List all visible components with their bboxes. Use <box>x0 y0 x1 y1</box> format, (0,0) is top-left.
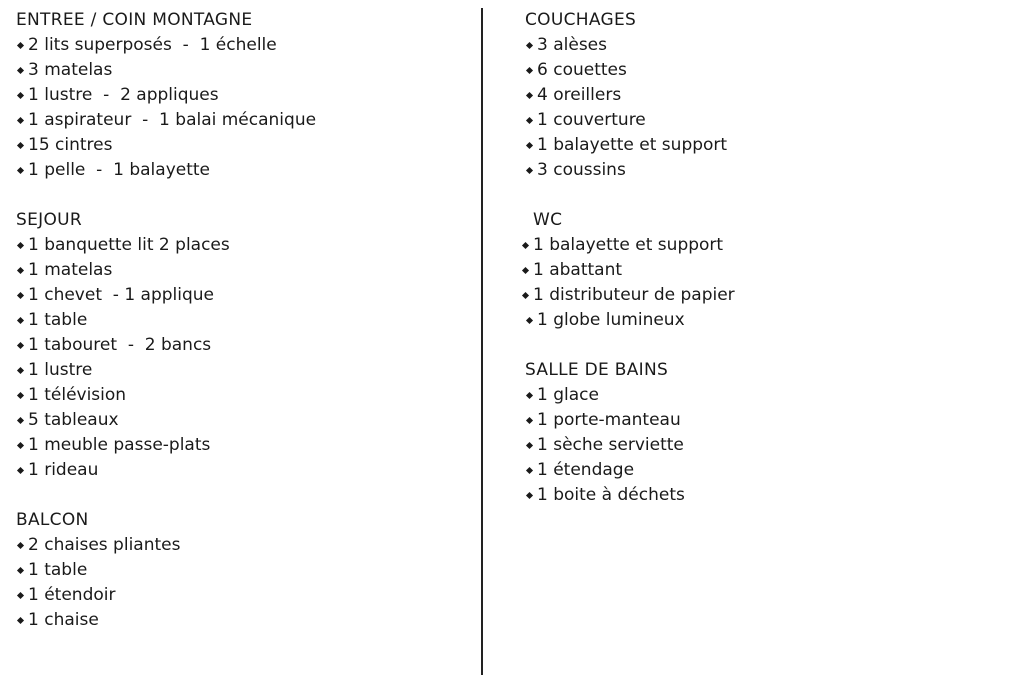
list-item <box>16 258 466 283</box>
list-item <box>521 283 1005 308</box>
diamond-bullet-icon <box>526 67 533 74</box>
list-item <box>16 433 466 458</box>
diamond-bullet-icon <box>522 242 529 249</box>
section-heading: SEJOUR <box>16 210 82 230</box>
item-text: 1 globe lumineux <box>537 310 685 330</box>
item-text: 1 rideau <box>28 460 99 480</box>
diamond-bullet-icon <box>17 442 24 449</box>
item-text: 3 matelas <box>28 60 113 80</box>
right-column <box>525 8 1005 533</box>
list-item <box>525 83 1005 108</box>
diamond-bullet-icon <box>17 542 24 549</box>
item-text: 1 balayette et support <box>533 235 724 255</box>
item-text: 1 lustre - 2 appliques <box>28 85 219 105</box>
section-entree <box>16 8 466 183</box>
left-column <box>16 8 466 658</box>
diamond-bullet-icon <box>526 467 533 474</box>
section-heading: COUCHAGES <box>525 10 637 30</box>
diamond-bullet-icon <box>17 567 24 574</box>
diamond-bullet-icon <box>526 417 533 424</box>
list-item <box>16 233 466 258</box>
diamond-bullet-icon <box>17 367 24 374</box>
item-text: 1 glace <box>537 385 599 405</box>
list-item <box>16 558 466 583</box>
diamond-bullet-icon <box>17 267 24 274</box>
section-heading: BALCON <box>16 510 89 530</box>
list-item <box>16 408 466 433</box>
column-divider <box>481 8 483 675</box>
list-item <box>16 158 466 183</box>
item-text: 5 tableaux <box>28 410 119 430</box>
item-text: 15 cintres <box>28 135 113 155</box>
section-couchages <box>525 8 1005 183</box>
diamond-bullet-icon <box>526 442 533 449</box>
list-item <box>16 283 466 308</box>
diamond-bullet-icon <box>17 392 24 399</box>
diamond-bullet-icon <box>17 117 24 124</box>
diamond-bullet-icon <box>526 42 533 49</box>
list-item <box>525 383 1005 408</box>
diamond-bullet-icon <box>17 617 24 624</box>
diamond-bullet-icon <box>17 292 24 299</box>
list-item <box>525 158 1005 183</box>
item-text: 3 alèses <box>537 35 607 55</box>
diamond-bullet-icon <box>522 267 529 274</box>
list-item <box>16 583 466 608</box>
list-item <box>525 58 1005 83</box>
item-text: 1 table <box>28 560 88 580</box>
item-text: 1 distributeur de papier <box>533 285 735 305</box>
item-text: 1 table <box>28 310 88 330</box>
diamond-bullet-icon <box>526 142 533 149</box>
item-text: 1 lustre <box>28 360 93 380</box>
diamond-bullet-icon <box>17 342 24 349</box>
section-balcon <box>16 508 466 633</box>
list-item <box>525 308 1005 333</box>
item-text: 1 meuble passe-plats <box>28 435 211 455</box>
section-heading: SALLE DE BAINS <box>525 360 669 380</box>
section-salle-de-bains <box>525 358 1005 508</box>
diamond-bullet-icon <box>17 92 24 99</box>
diamond-bullet-icon <box>526 392 533 399</box>
item-text: 1 étendoir <box>28 585 116 605</box>
diamond-bullet-icon <box>526 317 533 324</box>
list-item <box>16 33 466 58</box>
section-heading: WC <box>533 210 563 230</box>
list-item <box>525 108 1005 133</box>
section-heading: ENTREE / COIN MONTAGNE <box>16 10 253 30</box>
list-item <box>525 408 1005 433</box>
item-text: 1 tabouret - 2 bancs <box>28 335 212 355</box>
list-item <box>525 33 1005 58</box>
diamond-bullet-icon <box>17 317 24 324</box>
item-text: 1 porte-manteau <box>537 410 681 430</box>
item-text: 1 abattant <box>533 260 623 280</box>
item-text: 1 sèche serviette <box>537 435 684 455</box>
list-item <box>16 133 466 158</box>
list-item <box>525 458 1005 483</box>
item-text: 1 télévision <box>28 385 127 405</box>
list-item <box>521 233 1005 258</box>
item-text: 6 couettes <box>537 60 627 80</box>
list-item <box>525 433 1005 458</box>
item-text: 3 coussins <box>537 160 626 180</box>
item-text: 1 balayette et support <box>537 135 728 155</box>
list-item <box>16 458 466 483</box>
diamond-bullet-icon <box>526 167 533 174</box>
item-text: 2 lits superposés - 1 échelle <box>28 35 277 55</box>
item-text: 1 matelas <box>28 260 113 280</box>
item-text: 4 oreillers <box>537 85 622 105</box>
item-text: 2 chaises pliantes <box>28 535 181 555</box>
item-text: 1 chaise <box>28 610 99 630</box>
diamond-bullet-icon <box>17 142 24 149</box>
list-item <box>525 133 1005 158</box>
diamond-bullet-icon <box>17 242 24 249</box>
list-item <box>16 533 466 558</box>
item-text: 1 pelle - 1 balayette <box>28 160 211 180</box>
item-text: 1 banquette lit 2 places <box>28 235 230 255</box>
diamond-bullet-icon <box>526 92 533 99</box>
diamond-bullet-icon <box>17 67 24 74</box>
item-text: 1 chevet - 1 applique <box>28 285 215 305</box>
list-item <box>525 483 1005 508</box>
section-sejour <box>16 208 466 483</box>
diamond-bullet-icon <box>17 417 24 424</box>
diamond-bullet-icon <box>526 492 533 499</box>
section-wc <box>525 208 1005 333</box>
list-item <box>16 308 466 333</box>
diamond-bullet-icon <box>526 117 533 124</box>
list-item <box>16 83 466 108</box>
list-item <box>16 383 466 408</box>
diamond-bullet-icon <box>522 292 529 299</box>
item-text: 1 aspirateur - 1 balai mécanique <box>28 110 317 130</box>
item-text: 1 boite à déchets <box>537 485 685 505</box>
item-text: 1 couverture <box>537 110 646 130</box>
list-item <box>16 608 466 633</box>
list-item <box>16 333 466 358</box>
list-item <box>521 258 1005 283</box>
diamond-bullet-icon <box>17 592 24 599</box>
diamond-bullet-icon <box>17 42 24 49</box>
diamond-bullet-icon <box>17 467 24 474</box>
list-item <box>16 358 466 383</box>
list-item <box>16 108 466 133</box>
item-text: 1 étendage <box>537 460 635 480</box>
diamond-bullet-icon <box>17 167 24 174</box>
list-item <box>16 58 466 83</box>
